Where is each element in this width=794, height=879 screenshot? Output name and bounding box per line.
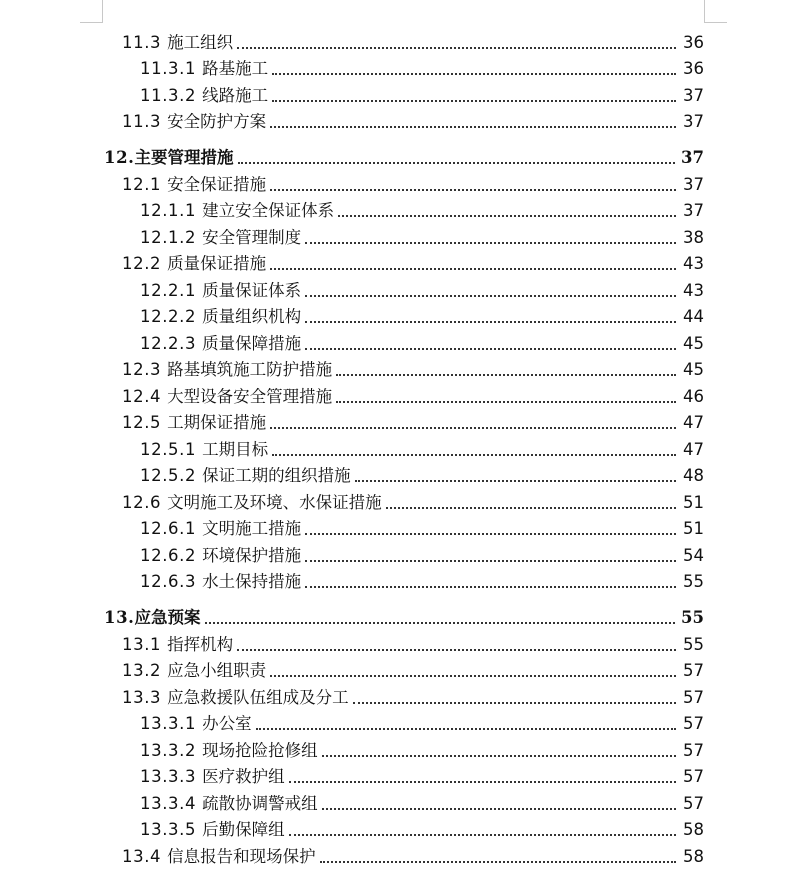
toc-entry-page-number: 37 [681, 148, 704, 167]
toc-entry-number: 13.3.1 [140, 714, 197, 733]
toc-entry[interactable] [0, 433, 794, 460]
toc-entry-title: 应急预案 [134, 608, 201, 627]
toc-entry[interactable] [0, 840, 794, 867]
toc-entry[interactable] [0, 539, 794, 566]
toc-entry[interactable] [0, 26, 794, 53]
toc-entry-title: 信息报告和现场保护 [167, 846, 316, 866]
toc-entry[interactable] [0, 301, 794, 328]
toc-dot-leader [205, 622, 676, 624]
toc-entry-page-number: 37 [683, 112, 704, 131]
toc-entry-number: 13.3.5 [140, 820, 197, 839]
toc-entry[interactable] [0, 655, 794, 682]
toc-entry[interactable] [0, 327, 794, 354]
toc-dot-leader [270, 268, 676, 270]
toc-entry-number: 12.5.1 [140, 439, 197, 459]
toc-dot-leader [270, 427, 676, 429]
toc-dot-leader [336, 401, 676, 403]
toc-entry[interactable] [0, 407, 794, 434]
toc-entry[interactable] [0, 380, 794, 407]
toc-entry-number: 12.4 [122, 386, 162, 406]
toc-entry-page-number: 57 [683, 714, 704, 733]
toc-entry-page-number: 48 [683, 466, 704, 485]
toc-entry-title: 质量组织机构 [202, 307, 302, 326]
toc-entry-title: 环境保护措施 [202, 545, 302, 565]
toc-entry-number: 12.6.2 [140, 545, 197, 565]
toc-entry-page-number: 36 [683, 59, 704, 78]
toc-entry-number: 13.3.3 [140, 767, 197, 786]
toc-dot-leader [270, 126, 676, 128]
toc-entry-title: 安全管理制度 [202, 227, 302, 247]
toc-entry-page-number: 57 [683, 740, 704, 760]
toc-entry-title: 线路施工 [202, 85, 269, 105]
toc-dot-leader [305, 295, 676, 297]
toc-entry-page-number: 38 [683, 227, 704, 247]
toc-entry-number: 12.1.2 [140, 227, 197, 247]
toc-entry[interactable] [0, 486, 794, 513]
toc-dot-leader [289, 834, 676, 836]
toc-dot-leader [305, 242, 676, 244]
toc-entry-title: 文明施工及环境、水保证措施 [167, 492, 382, 512]
toc-entry-title: 工期保证措施 [167, 413, 267, 432]
toc-entry-number: 12.2.1 [140, 280, 197, 300]
toc-entry-page-number: 37 [683, 201, 704, 220]
toc-entry-page-number: 44 [683, 307, 704, 326]
toc-entry-title: 安全保证措施 [167, 174, 267, 194]
toc-entry-title: 办公室 [202, 714, 252, 733]
toc-entry-page-number: 55 [681, 608, 704, 627]
toc-entry-page-number: 36 [683, 32, 704, 52]
toc-dot-leader [270, 189, 676, 191]
page-corner-mark-left [80, 0, 103, 23]
toc-entry-title: 后勤保障组 [202, 820, 285, 839]
toc-dot-leader [238, 162, 676, 164]
toc-entry-number: 12.2.3 [140, 333, 197, 353]
toc-entry-page-number: 58 [683, 820, 704, 839]
toc-entry-page-number: 37 [683, 174, 704, 194]
toc-entry-number: 11.3 [122, 32, 162, 52]
toc-entry-number: 12.6 [122, 492, 162, 512]
toc-entry[interactable] [0, 566, 794, 593]
toc-entry-number: 13.3.2 [140, 740, 197, 760]
toc-entry[interactable] [0, 708, 794, 735]
toc-entry-number: 13.2 [122, 661, 162, 680]
toc-entry-title: 路基施工 [202, 59, 269, 78]
toc-entry-number: 11.3.2 [140, 85, 197, 105]
toc-entry-page-number: 51 [683, 492, 704, 512]
toc-entry[interactable] [0, 787, 794, 814]
toc-entry-number: 11.3 [122, 112, 162, 131]
toc-dot-leader [237, 649, 676, 651]
toc-entry-title: 疏散协调警戒组 [202, 793, 318, 813]
toc-entry-title: 指挥机构 [167, 634, 234, 654]
toc-entry-number: 12.1.1 [140, 201, 197, 220]
page-corner-mark-right [704, 0, 727, 23]
toc-dot-leader [305, 560, 676, 562]
toc-dot-leader [305, 348, 676, 350]
toc-dot-leader [237, 47, 676, 49]
toc-entry[interactable] [0, 106, 794, 133]
toc-entry-page-number: 57 [683, 661, 704, 680]
toc-dot-leader [322, 808, 676, 810]
toc-entry-page-number: 57 [683, 687, 704, 707]
toc-entry[interactable] [0, 592, 794, 628]
toc-dot-leader [270, 675, 676, 677]
toc-entry[interactable] [0, 195, 794, 222]
toc-entry[interactable] [0, 248, 794, 275]
toc-entry-number: 13.1 [122, 634, 162, 654]
toc-entry-title: 施工组织 [167, 32, 234, 52]
toc-entry[interactable] [0, 53, 794, 80]
toc-dot-leader [305, 321, 676, 323]
toc-entry-number: 12.3 [122, 360, 162, 379]
toc-entry-page-number: 46 [683, 386, 704, 406]
toc-entry[interactable] [0, 274, 794, 301]
toc-entry[interactable] [0, 168, 794, 195]
table-of-contents [0, 26, 794, 867]
toc-dot-leader [272, 454, 676, 456]
toc-entry-page-number: 58 [683, 846, 704, 866]
toc-entry-title: 现场抢险抢修组 [202, 740, 318, 760]
toc-dot-leader [320, 861, 676, 863]
toc-entry-title: 建立安全保证体系 [202, 201, 335, 220]
toc-entry[interactable] [0, 132, 794, 168]
toc-entry[interactable] [0, 513, 794, 540]
toc-dot-leader [256, 728, 676, 730]
toc-entry-page-number: 47 [683, 439, 704, 459]
toc-entry[interactable] [0, 628, 794, 655]
toc-entry-title: 路基填筑施工防护措施 [167, 360, 333, 379]
toc-dot-leader [305, 533, 676, 535]
toc-dot-leader [272, 73, 676, 75]
toc-entry-page-number: 43 [683, 254, 704, 273]
toc-entry-page-number: 57 [683, 793, 704, 813]
toc-entry[interactable] [0, 761, 794, 788]
toc-entry-number: 11.3.1 [140, 59, 197, 78]
toc-dot-leader [336, 374, 676, 376]
toc-entry-number: 12.5 [122, 413, 162, 432]
toc-entry-number: 13.4 [122, 846, 162, 866]
toc-entry-title: 质量保证措施 [167, 254, 267, 273]
toc-dot-leader [289, 781, 676, 783]
toc-entry-number: 12.5.2 [140, 466, 197, 485]
toc-entry-page-number: 55 [683, 634, 704, 654]
toc-dot-leader [338, 215, 676, 217]
toc-entry[interactable] [0, 460, 794, 487]
toc-entry-page-number: 54 [683, 545, 704, 565]
toc-entry-number: 12.1 [122, 174, 162, 194]
toc-entry-page-number: 45 [683, 333, 704, 353]
toc-entry-number: 13.3.4 [140, 793, 197, 813]
toc-entry[interactable] [0, 681, 794, 708]
toc-entry[interactable] [0, 814, 794, 841]
toc-entry-number: 13.3 [122, 687, 162, 707]
toc-entry-title: 应急救援队伍组成及分工 [167, 687, 349, 707]
toc-entry-number: 12.6.1 [140, 519, 197, 538]
toc-dot-leader [353, 702, 676, 704]
toc-dot-leader [386, 507, 676, 509]
toc-entry-page-number: 43 [683, 280, 704, 300]
toc-entry-page-number: 57 [683, 767, 704, 786]
toc-entry-page-number: 45 [683, 360, 704, 379]
toc-entry-page-number: 51 [683, 519, 704, 538]
toc-entry-number: 12.6.3 [140, 572, 197, 591]
toc-entry-number: 13. [104, 608, 135, 627]
toc-entry-number: 12.2.2 [140, 307, 197, 326]
toc-entry-title: 安全防护方案 [167, 112, 267, 131]
toc-dot-leader [322, 755, 676, 757]
toc-entry-title: 保证工期的组织措施 [202, 466, 351, 485]
toc-entry-page-number: 37 [683, 85, 704, 105]
toc-entry-title: 工期目标 [202, 439, 269, 459]
toc-entry-title: 大型设备安全管理措施 [167, 386, 333, 406]
toc-entry-title: 医疗救护组 [202, 767, 285, 786]
toc-entry-title: 质量保证体系 [202, 280, 302, 300]
toc-dot-leader [272, 100, 676, 102]
toc-entry-title: 文明施工措施 [202, 519, 302, 538]
toc-dot-leader [355, 480, 676, 482]
toc-entry-title: 主要管理措施 [134, 148, 234, 167]
toc-entry[interactable] [0, 734, 794, 761]
toc-entry-page-number: 47 [683, 413, 704, 432]
toc-dot-leader [305, 586, 676, 588]
toc-entry-title: 水土保持措施 [202, 572, 302, 591]
toc-entry-title: 质量保障措施 [202, 333, 302, 353]
toc-entry[interactable] [0, 354, 794, 381]
toc-entry-number: 12.2 [122, 254, 162, 273]
toc-entry[interactable] [0, 79, 794, 106]
toc-entry-title: 应急小组职责 [167, 661, 267, 680]
toc-entry-number: 12. [104, 148, 135, 167]
toc-entry-page-number: 55 [683, 572, 704, 591]
toc-entry[interactable] [0, 221, 794, 248]
